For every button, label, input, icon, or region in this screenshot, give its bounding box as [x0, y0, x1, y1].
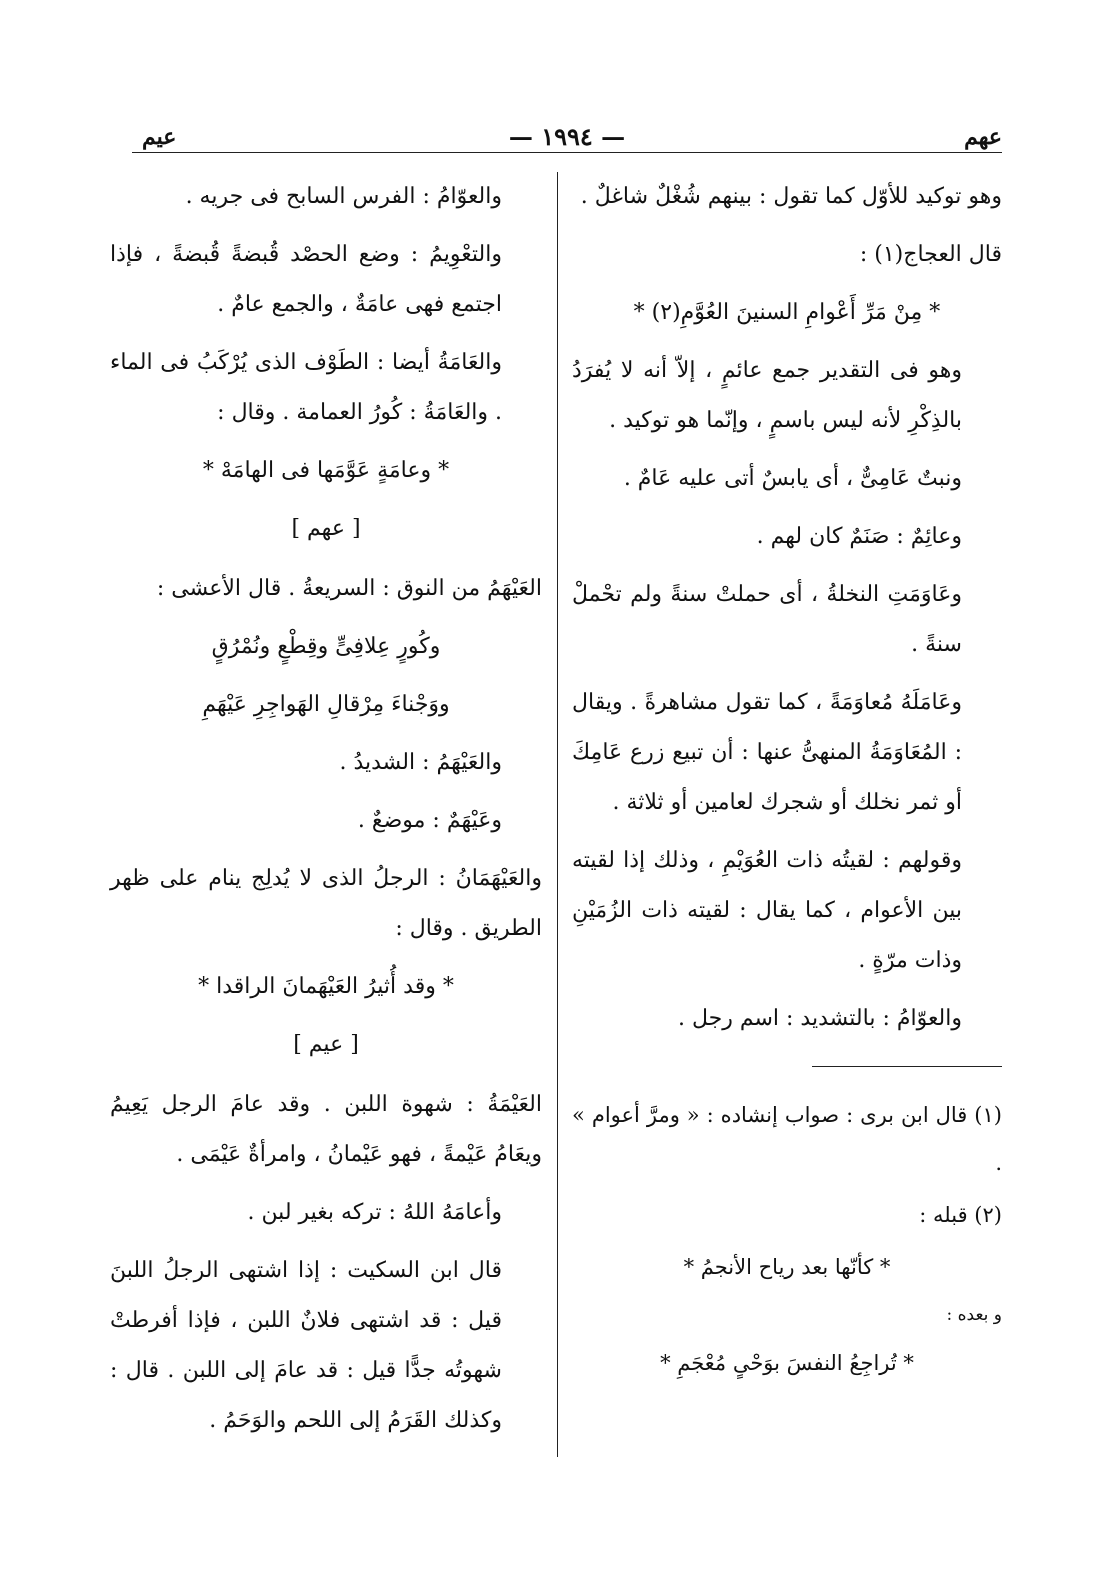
paragraph: والعَيْهَمَانُ : الرجلُ الذى لا يُدلِج ينام على ظهر الطريق . وقال :: [110, 866, 542, 941]
paragraph: وعَاوَمَتِ النخلةُ ، أى حملتْ سنةً ولم تحْملْ سنةً .: [572, 582, 962, 657]
paragraph: وعائِمٌ : صَنَمٌ كان لهم .: [756, 524, 962, 549]
paragraph: والتعْوِيمُ : وضع الحصْد قُبضةً قُبضةً ، فإذا اجتمع فهى عامَةٌ ، والجمع عامٌ .: [110, 242, 502, 317]
paragraph: العَيْمَةُ : شهوة اللبن . وقد عامَ الرجل يَعِيمُ ويعَامُ عَيْمةً ، فهو عَيْمانُ ، وامرأةٌ عَيْمَى .: [110, 1092, 542, 1167]
verse: * وعامَةٍ عَوَّمَها فى الهامَهْ *: [202, 458, 450, 483]
verse-line: وكُورٍ عِلافِىٍّ وقِطْعٍ ونُمْرُقٍ: [211, 634, 441, 659]
entry-heading-aham: [ عهم ]: [291, 516, 361, 541]
page-header: [132, 118, 1002, 153]
footnote-verse: * تُراجِعُ النفسَ بوَحْىٍ مُعْجَمِ *: [660, 1351, 914, 1375]
paragraph: وعَامَلَهُ مُعاوَمَةً ، كما تقول مشاهرةً . ويقال : المُعَاوَمَةُ المنهىُّ عنها : أن تبيع زرع عَامِكَ أو ثمر نخلك أو شجرك لعامين أو ثلاثة .: [572, 690, 962, 815]
paragraph: وهو فى التقدير جمع عائمٍ ، إلاّ أنه لا يُفرَدُ بالذِكْرِ لأنه ليس باسمٍ ، وإنّما هو توكيد .: [572, 358, 962, 433]
footnote-verse: * كأنّها بعد رياح الأنجمُ *: [683, 1255, 891, 1279]
column-divider: [557, 172, 558, 1457]
paragraph: قال ابن السكيت : إذا اشتهى الرجلُ اللبنَ قيل : قد اشتهى فلانٌ اللبن ، فإذا أفرطتْ شهوتُه جدًّا قيل : قد عامَ إلى اللبن . قال : وكذلك القَرَمُ إلى اللحم والوَحَمُ .: [110, 1258, 502, 1433]
paragraph: وهو توكيد للأوّل كما تقول : بينهم شُغْلٌ شاغلٌ .: [580, 184, 1002, 209]
entry-heading-aym: [ عيم ]: [293, 1032, 359, 1057]
verse-line: ووَجْناءَ مِرْقالِ الهَواجِرِ عَيْهَمِ: [202, 692, 450, 717]
paragraph: ونبتٌ عَامِىٌّ ، أى يابسٌ أتى عليه عَامٌ .: [623, 466, 962, 491]
paragraph: والعوّامُ : الفرس السابح فى جريه .: [185, 184, 502, 209]
paragraph: وأعامَهُ اللهُ : تركه بغير لبن .: [247, 1200, 502, 1225]
header-left-root: عيم: [142, 124, 177, 150]
paragraph: والعوّامُ : بالتشديد : اسم رجل .: [677, 1006, 962, 1031]
paragraph: والعَامَةُ أيضا : الطَوْف الذى يُرْكَبُ فى الماء . والعَامَةُ : كُورُ العمامة . وقال :: [110, 350, 502, 425]
header-right-root: عهم: [964, 124, 1002, 150]
paragraph: قال العجاج(١) :: [859, 242, 1002, 267]
right-column: [572, 172, 1002, 1391]
footnote-separator: [812, 1066, 1002, 1067]
footnote: (٢) قبله :: [919, 1203, 1002, 1227]
paragraph: وقولهم : لقيتُه ذات العُوَيْمِ ، وذلك إذا لقيته بين الأعوام ، كما يقال : لقيته ذات الزُمَيْنِ وذات مرّةٍ .: [572, 848, 962, 973]
page-number: — ١٩٩٤ —: [508, 122, 626, 151]
footnote: و بعده :: [946, 1305, 1002, 1325]
paragraph: العَيْهَمُ من النوق : السريعةُ . قال الأعشى :: [156, 576, 542, 601]
footnote: (١) قال ابن برى : صواب إنشاده : « ومرَّ أعوام » .: [572, 1103, 1002, 1175]
left-column: [110, 172, 542, 1454]
verse: * وقد أُثيرُ العَيْهَمانَ الراقدا *: [198, 974, 454, 999]
paragraph: وعَيْهَمٌ : موضعٌ .: [357, 808, 502, 833]
verse: * مِنْ مَرِّ أَعْوامِ السنينَ العُوَّمِ(٢) *: [633, 300, 941, 325]
paragraph: والعَيْهَمُ : الشديدُ .: [339, 750, 502, 775]
